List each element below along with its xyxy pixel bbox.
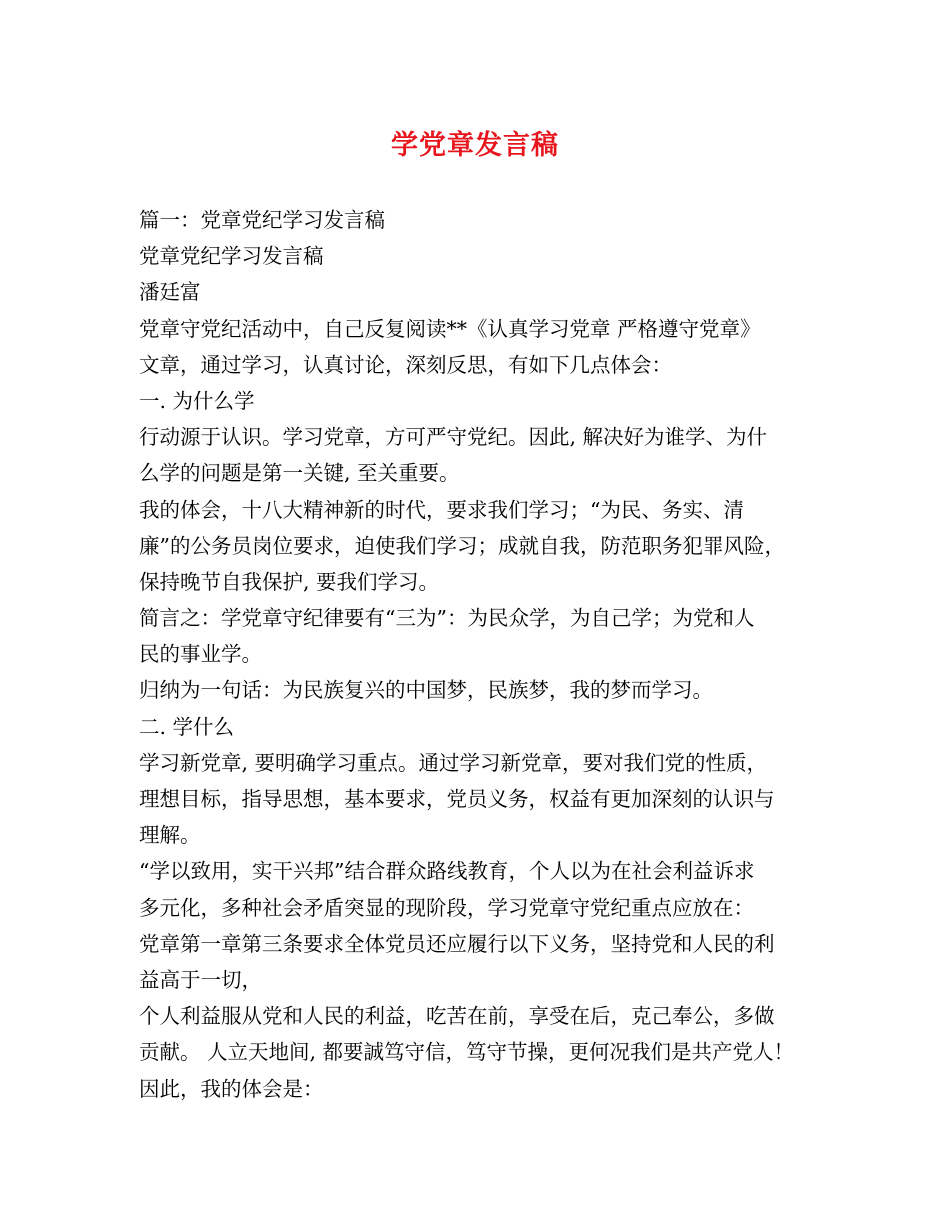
- text-line: 我的体会，十八大精神新的时代，要求我们学习；“为民、务实、清: [139, 497, 744, 522]
- text-line: 行动源于认识。学习党章，方可严守党纪。因此, 解决好为谁学、为什: [139, 425, 768, 450]
- text-line: 多元化，多种社会矛盾突显的现阶段，学习党章守党纪重点应放在：: [139, 895, 754, 920]
- text-line: 个人利益服从党和人民的利益，吃苦在前，享受在后，克己奉公，多做: [139, 1004, 775, 1029]
- text-line: 廉”的公务员岗位要求，迫使我们学习；成就自我，防范职务犯罪风险，: [139, 533, 785, 558]
- text-line: 民的事业学。: [139, 642, 262, 667]
- text-line: 因此，我的体会是：: [139, 1076, 324, 1101]
- text-line: “学以致用，实干兴邦”结合群众路线教育，个人以为在社会利益诉求: [139, 859, 755, 884]
- text-line: 归纳为一句话：为民族复兴的中国梦，民族梦，我的梦而学习。: [139, 678, 713, 703]
- text-line: 潘廷富: [139, 280, 201, 305]
- text-line: 一. 为什么学: [139, 388, 255, 413]
- text-line: 党章党纪学习发言稿: [139, 244, 324, 269]
- document-body: [139, 202, 839, 1107]
- text-line: 理想目标，指导思想，基本要求，党员义务，权益有更加深刻的认识与: [139, 787, 775, 811]
- text-line: 贡献。 人立天地间, 都要誠笃守信，笃守节操，更何况我们是共产党人！: [139, 1040, 795, 1065]
- text-line: 简言之：学党章守纪律要有“三为”：为民众学，为自己学；为党和人: [139, 606, 755, 631]
- document-title: 学党章发言稿: [391, 130, 559, 161]
- text-line: 党章守党纪活动中，自己反复阅读**《认真学习党章 严格遵守党章》: [139, 316, 761, 341]
- text-line: 理解。: [139, 823, 201, 848]
- text-line: 保持晚节自我保护, 要我们学习。: [139, 569, 440, 594]
- text-line: 益高于一切，: [139, 967, 262, 992]
- text-line: 党章第一章第三条要求全体党员还应履行以下义务，坚持党和人民的利: [139, 931, 775, 956]
- text-line: 学习新党章, 要明确学习重点。通过学习新党章，要对我们党的性质，: [139, 750, 768, 775]
- text-line: 文章，通过学习，认真讨论，深刻反思，有如下几点体会：: [139, 352, 672, 377]
- text-line: 么学的问题是第一关键, 至关重要。: [139, 461, 460, 486]
- text-line: 篇一：党章党纪学习发言稿: [139, 208, 385, 232]
- text-line: 二. 学什么: [139, 714, 235, 739]
